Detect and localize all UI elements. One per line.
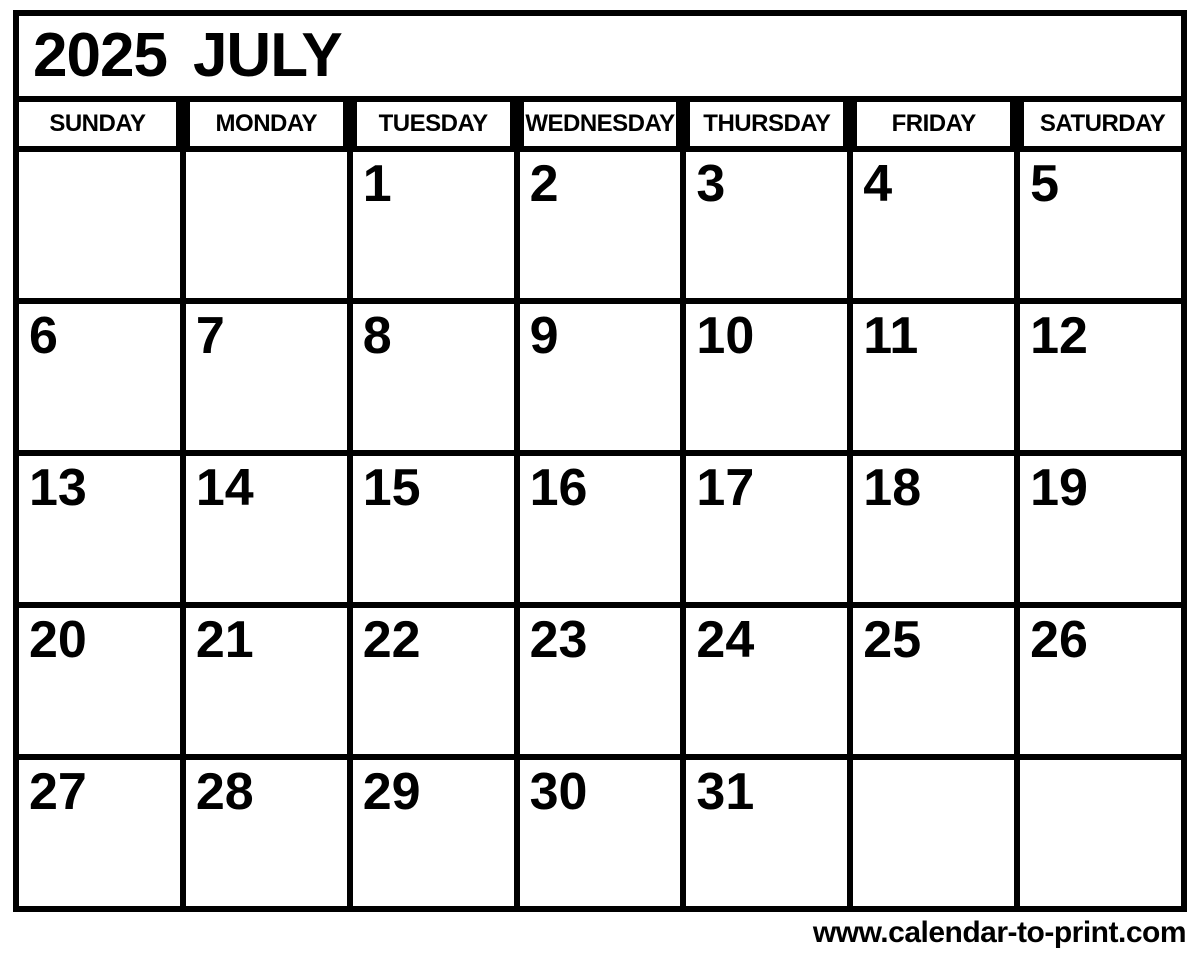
day-header-wednesday: WEDNESDAY: [520, 102, 681, 146]
title-year: 2025: [33, 21, 167, 90]
date-cell: 3: [686, 152, 847, 298]
date-cell: 27: [19, 760, 180, 906]
date-cell: 25: [853, 608, 1014, 754]
date-cell: 20: [19, 608, 180, 754]
date-cell: 18: [853, 456, 1014, 602]
date-cell: 8: [353, 304, 514, 450]
day-header-thursday: THURSDAY: [686, 102, 847, 146]
date-cell: 2: [520, 152, 681, 298]
date-cell: 1: [353, 152, 514, 298]
date-cell: 28: [186, 760, 347, 906]
date-cell: 13: [19, 456, 180, 602]
date-cell: 12: [1020, 304, 1181, 450]
date-cell: 31: [686, 760, 847, 906]
date-cell: 15: [353, 456, 514, 602]
day-header-tuesday: TUESDAY: [353, 102, 514, 146]
calendar-grid: [13, 10, 1187, 912]
date-cell: [19, 152, 180, 298]
date-cell: 16: [520, 456, 681, 602]
day-header-monday: MONDAY: [186, 102, 347, 146]
date-cell: 7: [186, 304, 347, 450]
date-cell: 30: [520, 760, 681, 906]
date-cell: 4: [853, 152, 1014, 298]
day-header-saturday: SATURDAY: [1020, 102, 1181, 146]
date-cell: 6: [19, 304, 180, 450]
date-cell: 14: [186, 456, 347, 602]
date-cell: 17: [686, 456, 847, 602]
date-cell: 5: [1020, 152, 1181, 298]
title-month: JULY: [192, 21, 342, 90]
date-cell: 26: [1020, 608, 1181, 754]
date-cell: [186, 152, 347, 298]
date-cell: 24: [686, 608, 847, 754]
day-header-sunday: SUNDAY: [19, 102, 180, 146]
website-url: www.calendar-to-print.com: [812, 916, 1186, 949]
calendar-title: [19, 16, 1181, 96]
date-cell: 21: [186, 608, 347, 754]
date-cell: 10: [686, 304, 847, 450]
date-cell: 9: [520, 304, 681, 450]
date-cell: [1020, 760, 1181, 906]
date-cell: 29: [353, 760, 514, 906]
day-header-friday: FRIDAY: [853, 102, 1014, 146]
date-cell: 23: [520, 608, 681, 754]
date-cell: [853, 760, 1014, 906]
date-cell: 11: [853, 304, 1014, 450]
date-cell: 19: [1020, 456, 1181, 602]
date-cell: 22: [353, 608, 514, 754]
